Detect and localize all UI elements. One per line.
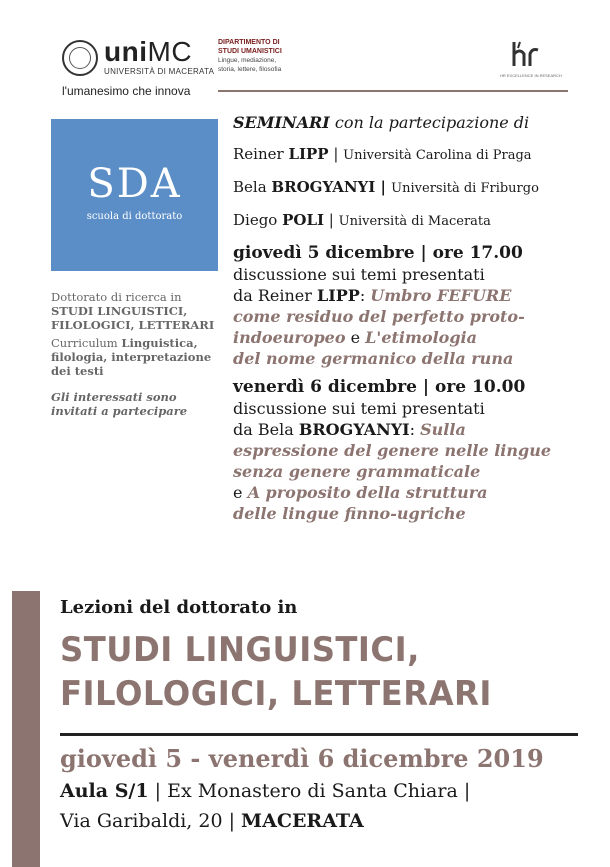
speaker-row: Diego POLI | Università di Macerata xyxy=(233,211,491,229)
left-info xyxy=(51,290,223,422)
curriculum-prefix: Curriculum xyxy=(51,336,122,350)
session-2-body: discussione sui temi presentati da Bela BROGYANYI: Sulla espressione del genere nelle lingue senza genere grammaticale e A proposito della struttura delle lingue finno-ugriche xyxy=(233,399,552,523)
dept-line-3: Lingue, mediazione, xyxy=(218,57,277,64)
speaker-row: Bela BROGYANYI | Università di Friburgo xyxy=(233,178,539,196)
dept-line-4: storia, lettere, filosofia xyxy=(218,66,282,73)
venue-line-2: Via Garibaldi, 20 | MACERATA xyxy=(60,810,364,832)
sda-letters: SDA xyxy=(87,161,182,207)
department-logo xyxy=(218,38,358,74)
left-line-2: STUDI LINGUISTICI, xyxy=(51,304,188,318)
unimc-seal-icon xyxy=(62,40,98,76)
dept-line-1: DIPARTIMENTO DI xyxy=(218,39,280,46)
left-line-3: FILOLOGICI, LETTERARI xyxy=(51,318,215,332)
program-title: STUDI LINGUISTICI, FILOLOGICI, LETTERARI xyxy=(60,630,492,714)
lezioni-subtitle: Lezioni del dottorato in xyxy=(60,597,298,618)
left-line-1: Dottorato di ricerca in xyxy=(51,290,182,304)
sda-subtitle: scuola di dottorato xyxy=(86,211,183,222)
dept-line-2: STUDI UMANISTICI xyxy=(218,48,282,55)
speaker-row: Reiner LIPP | Università Carolina di Praga xyxy=(233,145,532,163)
bottom-divider xyxy=(60,733,578,736)
seminari-title: SEMINARI con la partecipazione di xyxy=(233,113,530,132)
session-1-heading: giovedì 5 dicembre | ore 17.00 xyxy=(233,243,523,263)
hr-logo-subtitle: HR EXCELLENCE IN RESEARCH xyxy=(500,73,562,78)
sda-logo xyxy=(51,119,218,271)
hr-excellence-logo-icon xyxy=(510,40,540,68)
curriculum-name: Linguistica, filologia, interpretazione dei testi xyxy=(51,336,212,378)
venue-line-1: Aula S/1 | Ex Monastero di Santa Chiara | xyxy=(60,780,471,802)
unimc-logo-subtitle: UNIVERSITÀ DI MACERATA xyxy=(104,67,215,76)
session-2-heading: venerdì 6 dicembre | ore 10.00 xyxy=(233,377,526,397)
accent-bar xyxy=(12,591,40,867)
unimc-logo: uniMC xyxy=(104,36,193,67)
event-dates: giovedì 5 - venerdì 6 dicembre 2019 xyxy=(60,744,544,773)
tagline: l'umanesimo che innova xyxy=(62,84,191,98)
invite-text: Gli interessati sono invitati a partecipare xyxy=(51,390,188,418)
header-divider xyxy=(218,90,568,92)
seminari-section xyxy=(233,112,593,524)
session-1-body: discussione sui temi presentati da Reiner LIPP: Umbro FEFURE come residuo del perfetto proto- indoeuropeo e L'etimologia del nome germanico della runa xyxy=(233,265,525,368)
